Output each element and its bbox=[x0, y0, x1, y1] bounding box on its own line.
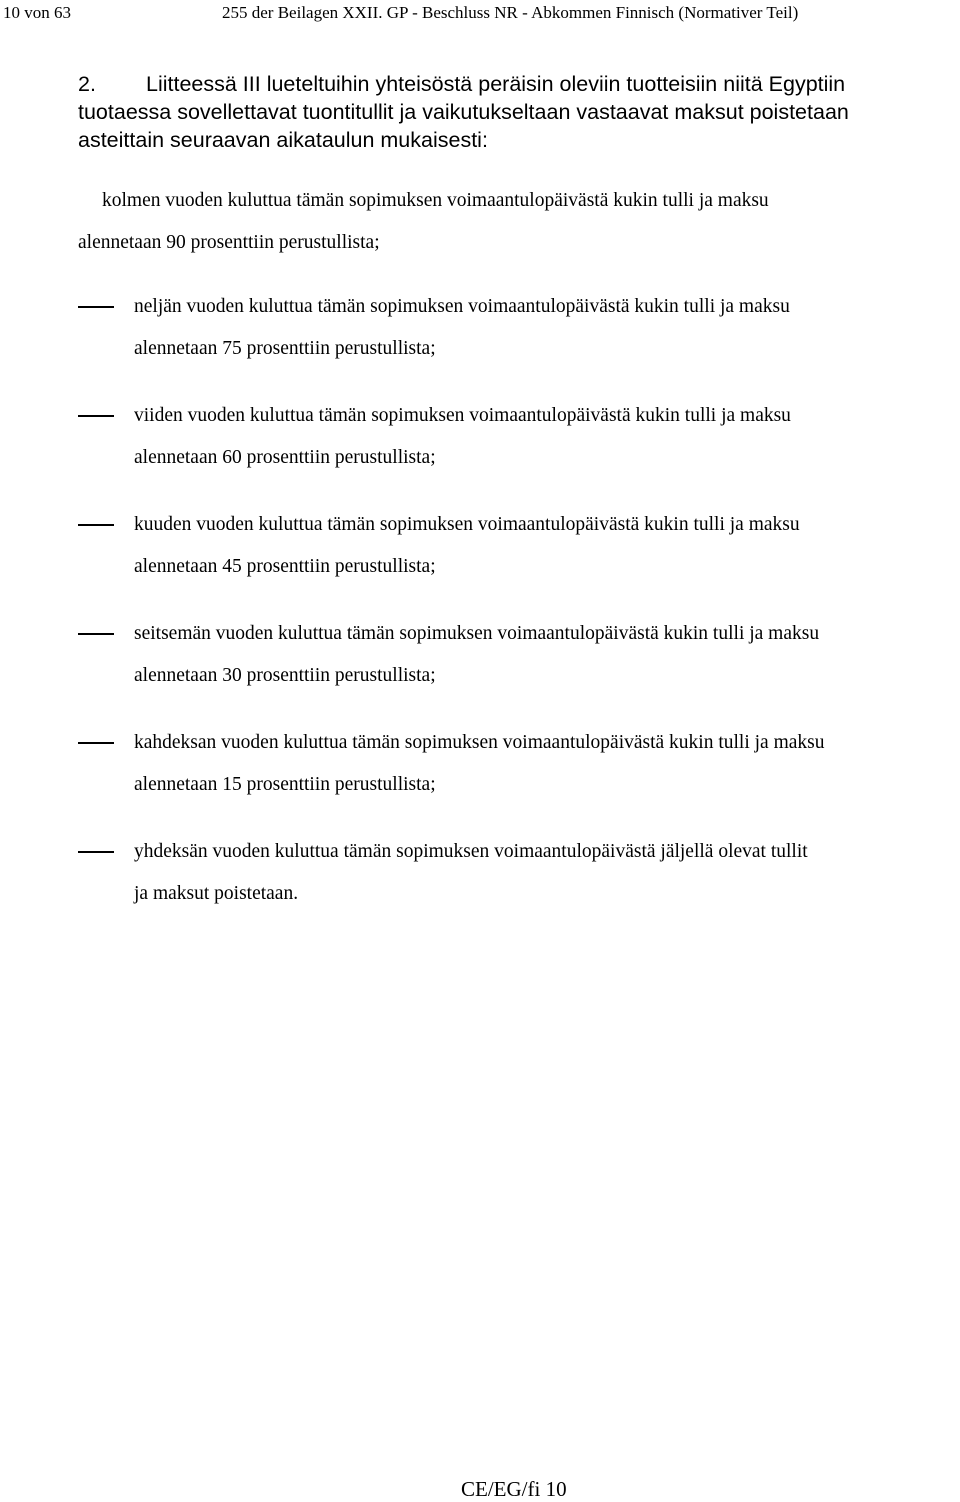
list-item-line1: viiden vuoden kuluttua tämän sopimuksen voimaantulopäivästä kukin tulli ja maksu bbox=[134, 405, 791, 426]
document-title: 255 der Beilagen XXII. GP - Beschluss NR - Abkommen Finnisch (Normativer Teil) bbox=[222, 3, 799, 22]
list-item-line2: alennetaan 30 prosenttiin perustullista; bbox=[134, 665, 436, 686]
intro-text: Liitteessä III lueteltuihin yhteisöstä peräisin oleviin tuotteisiin niitä Egyptiin tuotaessa sovellettavat tuontitullit ja vaikutukseltaan vastaavat maksut poistetaan asteittain seuraavan aikataulun mukaisesti: bbox=[78, 72, 849, 152]
list-item-line1: neljän vuoden kuluttua tämän sopimuksen voimaantulopäivästä kukin tulli ja maksu bbox=[134, 296, 790, 317]
dash-bullet bbox=[78, 742, 114, 744]
list-item-line1: kuuden vuoden kuluttua tämän sopimuksen voimaantulopäivästä kukin tulli ja maksu bbox=[134, 514, 800, 535]
list-item-line2: alennetaan 60 prosenttiin perustullista; bbox=[134, 447, 436, 468]
list-item-line2: alennetaan 15 prosenttiin perustullista; bbox=[134, 774, 436, 795]
list-item-line1: yhdeksän vuoden kuluttua tämän sopimuksen voimaantulopäivästä jäljellä olevat tullit bbox=[134, 841, 808, 862]
dash-bullet bbox=[78, 524, 114, 526]
list-item-line2: alennetaan 45 prosenttiin perustullista; bbox=[134, 556, 436, 577]
list-item-line2: ja maksut poistetaan. bbox=[134, 883, 299, 904]
page-header bbox=[0, 0, 960, 28]
dash-bullet bbox=[78, 306, 114, 308]
document-reference: CE/EG/fi 10 bbox=[461, 1477, 567, 1501]
first-item-line2: alennetaan 90 prosenttiin perustullista; bbox=[78, 232, 380, 253]
first-item-line1: kolmen vuoden kuluttua tämän sopimuksen voimaantulopäivästä kukin tulli ja maksu bbox=[102, 190, 769, 211]
dash-bullet bbox=[78, 415, 114, 417]
first-schedule-item bbox=[78, 180, 938, 264]
paragraph-number: 2. bbox=[78, 72, 96, 96]
list-item-line2: alennetaan 75 prosenttiin perustullista; bbox=[134, 338, 436, 359]
dash-bullet bbox=[78, 633, 114, 635]
dash-bullet bbox=[78, 851, 114, 853]
list-item-line1: seitsemän vuoden kuluttua tämän sopimuksen voimaantulopäivästä kukin tulli ja maksu bbox=[134, 623, 820, 644]
intro-paragraph bbox=[78, 70, 938, 154]
list-item-line1: kahdeksan vuoden kuluttua tämän sopimuksen voimaantulopäivästä kukin tulli ja maksu bbox=[134, 732, 825, 753]
page-number: 10 von 63 bbox=[3, 3, 71, 22]
